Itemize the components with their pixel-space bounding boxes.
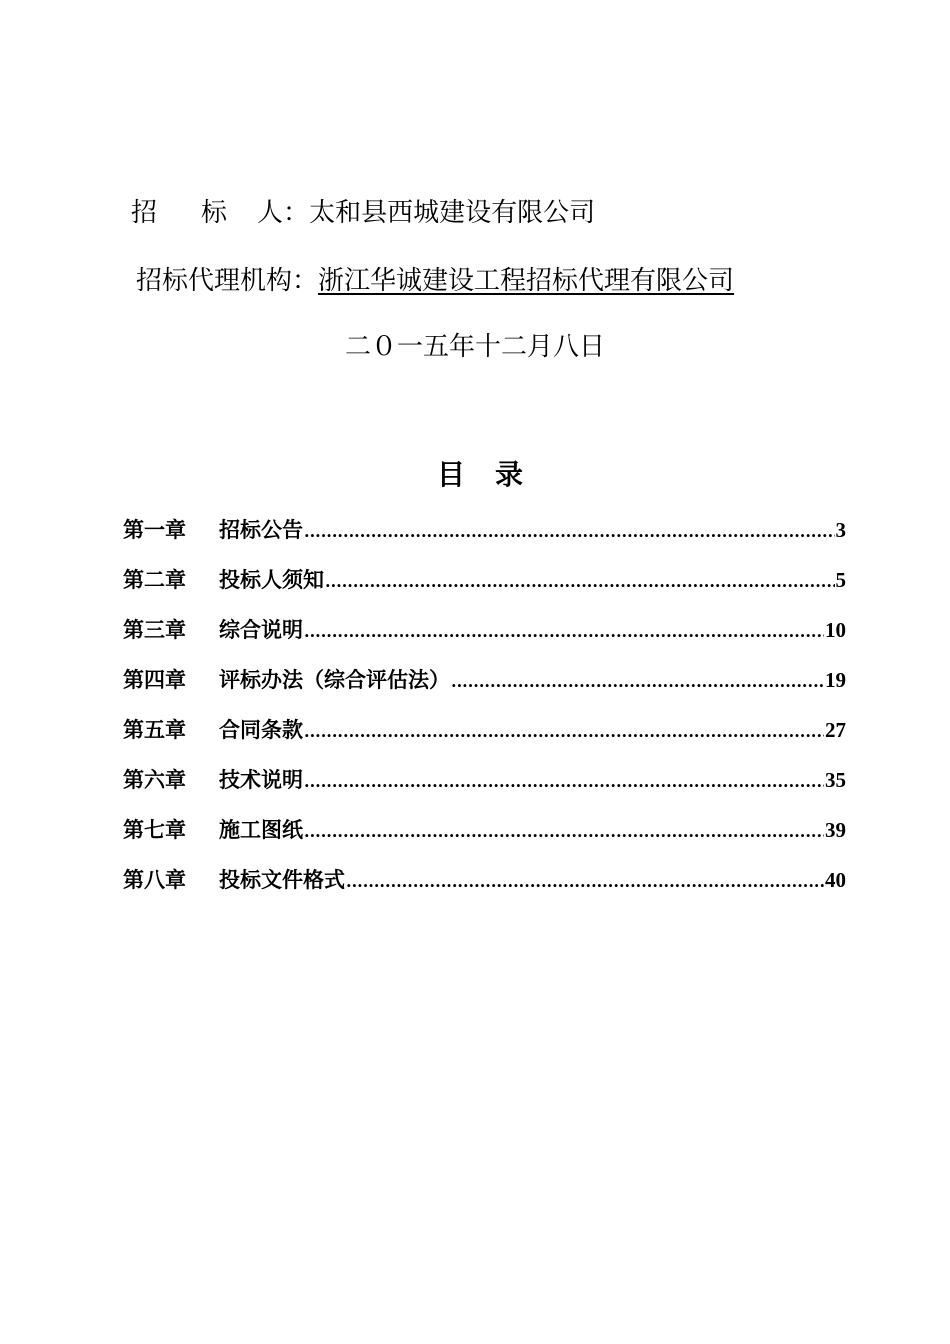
toc-page-number: 3 xyxy=(835,518,846,542)
toc-chapter-number: 第三章 xyxy=(123,617,186,642)
toc-entry[interactable] xyxy=(123,762,846,812)
tenderer-label-char-3: 人 xyxy=(257,198,284,228)
toc-chapter-number: 第一章 xyxy=(123,517,186,542)
agency-value: 浙江华诚建设工程招标代理有限公司 xyxy=(318,266,735,296)
toc-page-number: 35 xyxy=(825,768,846,792)
toc-page-number: 27 xyxy=(825,718,846,742)
toc-dot-leader xyxy=(325,564,835,600)
toc-dot-leader xyxy=(346,864,824,900)
toc-entry[interactable] xyxy=(123,862,846,912)
toc-page-number: 5 xyxy=(835,568,846,592)
agency-label: 招标代理机构 xyxy=(136,266,293,296)
toc-dot-leader xyxy=(304,614,824,650)
toc-dot-leader xyxy=(304,514,835,550)
toc-page-number: 40 xyxy=(825,868,846,892)
toc-chapter-number: 第八章 xyxy=(123,867,186,892)
toc-title: 目录 xyxy=(436,458,553,491)
toc-chapter-title: 投标人须知 xyxy=(219,567,324,592)
toc-chapter-number: 第六章 xyxy=(123,767,186,792)
toc-chapter-title: 施工图纸 xyxy=(219,817,303,842)
toc-dot-leader xyxy=(304,714,824,750)
tenderer-colon: ： xyxy=(283,198,310,228)
toc-chapter-title: 招标公告 xyxy=(219,517,303,542)
toc-entry[interactable] xyxy=(123,812,846,862)
toc-page-number: 39 xyxy=(825,818,846,842)
toc-page-number: 10 xyxy=(825,618,846,642)
toc-entry[interactable] xyxy=(123,662,846,712)
tenderer-value: 太和县西城建设有限公司 xyxy=(309,198,596,228)
toc-chapter-title: 评标办法（综合评估法） xyxy=(219,667,450,692)
document-date: 二０一五年十二月八日 xyxy=(344,332,605,362)
toc-page-number: 19 xyxy=(825,668,846,692)
toc-chapter-title: 技术说明 xyxy=(219,767,303,792)
tenderer-label-char-1: 招 xyxy=(131,198,158,228)
tenderer-label-char-2: 标 xyxy=(201,198,228,228)
toc-dot-leader xyxy=(304,764,824,800)
toc-chapter-number: 第七章 xyxy=(123,817,186,842)
toc-entry[interactable] xyxy=(123,512,846,562)
toc-entry[interactable] xyxy=(123,712,846,762)
toc-chapter-number: 第五章 xyxy=(123,717,186,742)
toc-chapter-title: 投标文件格式 xyxy=(219,867,345,892)
toc-dot-leader xyxy=(304,814,824,850)
toc-chapter-title: 合同条款 xyxy=(219,717,303,742)
tenderer-line xyxy=(131,196,595,230)
agency-line xyxy=(136,264,734,298)
table-of-contents xyxy=(123,512,846,912)
toc-dot-leader xyxy=(451,664,824,700)
toc-chapter-number: 第四章 xyxy=(123,667,186,692)
toc-chapter-number: 第二章 xyxy=(123,567,186,592)
toc-chapter-title: 综合说明 xyxy=(219,617,303,642)
toc-entry[interactable] xyxy=(123,562,846,612)
agency-colon: ： xyxy=(292,266,319,296)
toc-entry[interactable] xyxy=(123,612,846,662)
